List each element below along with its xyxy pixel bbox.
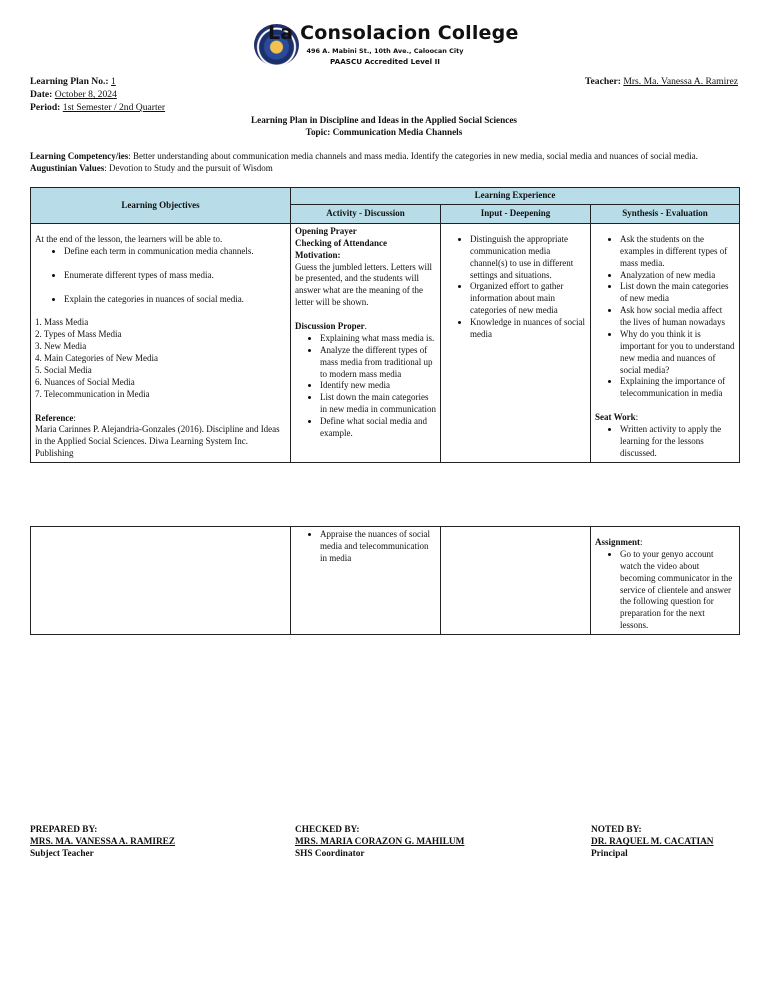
assignment-list (595, 549, 735, 632)
teacher-name: Mrs. Ma. Vanessa A. Ramirez (623, 76, 738, 87)
prepared-by-name: MRS. MA. VANESSA A. RAMIREZ (30, 837, 176, 848)
list-item: • List down the main categories of new media (620, 281, 735, 305)
list-item: • Organized effort to gather information about main categories of new media (470, 281, 586, 317)
activity-cell-continued (291, 527, 441, 635)
list-item: • Enumerate different types of mass media. (64, 270, 286, 282)
discussion-list (295, 333, 436, 440)
plan-no-line: Learning Plan No.: 1 (30, 76, 116, 87)
objectives-cell-continued (31, 527, 291, 635)
list-item: • Analyzation of new media (620, 270, 735, 282)
header-objectives: Learning Objectives (31, 188, 291, 224)
assignment-label: Assignment: (595, 537, 643, 547)
input-cell (441, 223, 591, 462)
list-item: • Define what social media and example. (320, 416, 436, 440)
augustinian-values: Augustinian Values: Devotion to Study and the pursuit of Wisdom (30, 163, 273, 173)
discussion-list-continued (295, 529, 436, 565)
topic: Topic: Communication Media Channels (305, 127, 463, 137)
period: 1st Semester / 2nd Quarter (62, 102, 166, 113)
prepared-by: PREPARED BY: MRS. MA. VANESSA A. RAMIREZ Subject Teacher (30, 825, 176, 860)
list-item: • Ask the students on the examples in different types of mass media. (620, 234, 735, 270)
input-list (445, 234, 586, 341)
noted-by-role: Principal (591, 849, 628, 860)
prepared-by-role: Subject Teacher (30, 849, 94, 860)
synthesis-cell-continued (591, 527, 740, 635)
list-item: • Identify new media (320, 380, 436, 392)
college-address: 496 A. Mabini St., 10th Ave., Caloocan City (306, 47, 464, 55)
checked-by: CHECKED BY: MRS. MARIA CORAZON G. MAHILUM SHS Coordinator (295, 825, 465, 860)
list-item: • Explaining the importance of telecommunication in media (620, 376, 735, 400)
seatwork-label: Seat Work: (595, 412, 639, 423)
list-item: • Distinguish the appropriate communication media channel(s) to use in different settings and situations. (470, 234, 586, 282)
list-item: • Knowledge in nuances of social media (470, 317, 586, 341)
motivation-text: Guess the jumbled letters. Letters will be presented, and the students will answer what are the meaning of the letter will be shown. (295, 261, 432, 308)
list-item: • Why do you think it is important for you to understand new media and nuances of social media? (620, 329, 735, 377)
date: October 8, 2024 (54, 89, 117, 100)
checked-by-role: SHS Coordinator (295, 849, 365, 860)
list-item: • Define each term in communication media channels. (64, 246, 286, 258)
competency: Learning Competency/ies: Better understanding about communication media channels and mass media. Identify the categories in new media, social media and nuances of social media. (30, 151, 698, 161)
header-experience: Learning Experience (291, 188, 740, 205)
date-line: Date: October 8, 2024 (30, 89, 117, 100)
plan-title: Learning Plan in Discipline and Ideas in the Applied Social Sciences (251, 115, 517, 125)
list-item: • Go to your genyo account watch the video about becoming communicator in the service of clientele and answer the following question for preparation for the next lessons. (620, 549, 735, 632)
activity-cell: Opening Prayer Checking of Attendance Motivation: Guess the jumbled letters. Letters will be presented, and the students will answer what are the meaning of the letter will be shown. Discussion Proper. • Explaining what mass media is. • Analyze the different types of mass media from traditional up to modern mass media • Identify new media • List down the main categories in new media in communication • Define what social media and example. (291, 223, 441, 462)
noted-by: NOTED BY: DR. RAQUEL M. CACATIAN Principal (591, 825, 714, 860)
objectives-list (35, 246, 286, 258)
header-input: Input - Deepening (441, 204, 591, 223)
list-item: • Analyze the different types of mass media from traditional up to modern mass media (320, 345, 436, 381)
topic-list: 1. Mass Media 2. Types of Mass Media 3. New Media 4. Main Categories of New Media 5. Social Media 6. Nuances of Social Media 7. Telecommunication in Media (35, 317, 158, 399)
college-name: La Consolacion College (268, 22, 519, 44)
teacher-line: Teacher: Mrs. Ma. Vanessa A. Ramirez (585, 76, 738, 87)
period-line: Period: 1st Semester / 2nd Quarter (30, 102, 166, 113)
learning-plan-table (30, 187, 740, 463)
checked-by-name: MRS. MARIA CORAZON G. MAHILUM (295, 837, 465, 848)
synthesis-cell (591, 223, 740, 462)
list-item: • Explaining what mass media is. (320, 333, 436, 345)
input-cell-continued (441, 527, 591, 635)
synthesis-list (595, 234, 735, 400)
accreditation: PAASCU Accredited Level II (330, 57, 440, 66)
learning-plan-table-continued (30, 526, 740, 635)
header-synthesis: Synthesis - Evaluation (591, 204, 740, 223)
seatwork-list (595, 424, 735, 460)
list-item: • List down the main categories in new media in communication (320, 392, 436, 416)
objectives-cell: At the end of the lesson, the learners will be able to. • Define each term in communication media channels. • Enumerate different types of mass media. • Explain the categories in nuances of social media. 1. Mass Media 2. Types of Mass Media 3. New Media 4. Main Categories of New Media 5. Social Media 6. Nuances of Social Media 7. Telecommunication in Media Reference: Maria Carinnes P. Alejandria-Gonzales (2016). Discipline and Ideas in the Applied Social Sciences. Diwa Learning System Inc. Publishing (31, 223, 291, 462)
header-activity: Activity - Discussion (291, 204, 441, 223)
list-item: • Explain the categories in nuances of social media. (64, 294, 286, 306)
reference-text: Maria Carinnes P. Alejandria-Gonzales (2016). Discipline and Ideas in the Applied Social Sciences. Diwa Learning System Inc. Publishing (35, 424, 280, 459)
list-item: • Appraise the nuances of social media and telecommunication in media (320, 529, 436, 565)
reference: Reference: (35, 412, 76, 423)
noted-by-name: DR. RAQUEL M. CACATIAN (591, 837, 714, 848)
list-item: • Written activity to apply the learning for the lessons discussed. (620, 424, 735, 460)
plan-no: 1 (111, 76, 116, 87)
list-item: • Ask how social media affect the lives of human nowadays (620, 305, 735, 329)
